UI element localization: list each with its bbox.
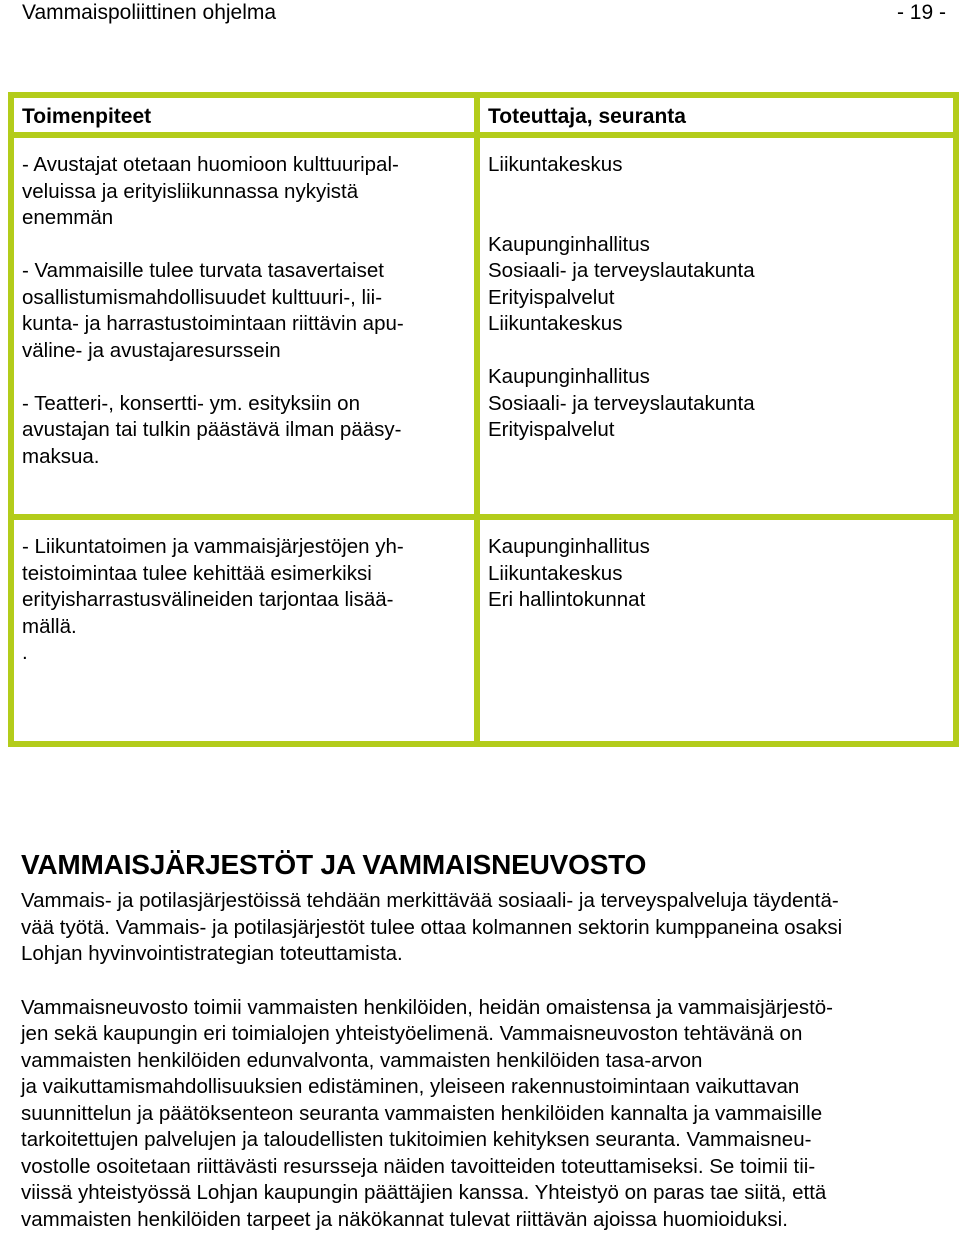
paragraph-line: viissä yhteistyössä Lohjan kaupungin päättäjien kanssa. Yhteistyö on paras tae siitä, että: [21, 1181, 827, 1204]
cell-text-line: Erityispalvelut: [488, 285, 615, 309]
table-row: [11, 517, 956, 744]
cell-text-line: Liikuntakeskus: [488, 153, 623, 176]
paragraph: [21, 995, 951, 1234]
responsible-cell: [477, 517, 956, 744]
cell-text-line: - Avustajat otetaan huomioon kulttuuripal-: [22, 153, 399, 176]
cell-text-line: maksua.: [22, 444, 100, 468]
paragraph-line: vammaisten henkilöiden tarpeet ja näkökannat tulevat riittävän ajoissa huomioiduksi.: [21, 1207, 788, 1231]
cell-text-line: Eri hallintokunnat: [488, 588, 646, 611]
paragraph-line: tarkoitettujen palvelujen ja taloudellisten tukitoimien kehityksen seuranta. Vammaisneu-: [21, 1128, 812, 1151]
paragraph-line: vammaisten henkilöiden edunvalvonta, vammaisten henkilöiden tasa-arvon: [21, 1048, 703, 1072]
cell-text-line: Liikuntakeskus: [488, 312, 623, 335]
paragraph-line: Lohjan hyvinvointistrategian toteuttamista.: [21, 942, 403, 965]
cell-text-line: osallistumismahdollisuudet kulttuuri-, lii-: [22, 285, 383, 309]
cell-text-line: Liikuntakeskus: [488, 561, 623, 585]
column-header-responsible: Toteuttaja, seuranta: [477, 95, 956, 135]
block-gap: [488, 179, 945, 206]
column-header-measures: Toimenpiteet: [11, 95, 477, 135]
cell-text-line: Erityispalvelut: [488, 418, 615, 441]
cell-text-line: teistoimintaa tulee kehittää esimerkiksi: [22, 561, 372, 585]
section-heading: VAMMAISJÄRJESTÖT JA VAMMAISNEUVOSTO: [21, 849, 647, 880]
cell-text-line: - Liikuntatoimen ja vammaisjärjestöjen yh-: [22, 535, 404, 558]
measures-cell: [11, 517, 477, 744]
paragraph-line: suunnittelun ja päätöksenteon seuranta vammaisten henkilöiden kannalta ja vammaisille: [21, 1101, 823, 1125]
cell-text-line: Sosiaali- ja terveyslautakunta: [488, 391, 755, 415]
block-gap: [22, 364, 466, 391]
paragraph-line: vostolle osoitetaan riittävästi resursseja näiden tavoitteiden toteuttamiseksi. Se toimii tii-: [21, 1154, 816, 1178]
table-header-row: [11, 95, 956, 135]
paragraph-line: vää työtä. Vammais- ja potilasjärjestöt tulee ottaa kolmannen sektorin kumppaneina osaksi: [21, 915, 843, 939]
cell-text-line: avustajan tai tulkin päästävä ilman pääsy-: [22, 418, 402, 441]
cell-text-line: Kaupunginhallitus: [488, 232, 650, 256]
cell-text-line: .: [22, 641, 28, 664]
paragraph-line: Vammaisneuvosto toimii vammaisten henkilöiden, heidän omaistensa ja vammaisjärjestö-: [21, 995, 834, 1019]
section-body: [21, 888, 951, 1260]
cell-text-line: kunta- ja harrastustoimintaan riittävin apu-: [22, 312, 404, 335]
cell-text-line: väline- ja avustajaresurssein: [22, 338, 281, 362]
cell-text-line: Kaupunginhallitus: [488, 535, 650, 558]
table-row: [11, 135, 956, 517]
responsible-cell: [477, 135, 956, 517]
cell-text-line: [488, 205, 945, 232]
cell-text-line: erityisharrastusvälineiden tarjontaa lisää-: [22, 588, 394, 611]
page-number: - 19 -: [896, 1, 946, 24]
measures-cell: [11, 135, 477, 517]
block-gap: [488, 338, 945, 365]
cell-text-line: Kaupunginhallitus: [488, 365, 650, 388]
cell-text-line: Sosiaali- ja terveyslautakunta: [488, 259, 755, 282]
cell-text-line: - Teatteri-, konsertti- ym. esityksiin on: [22, 391, 360, 415]
paragraph-line: jen sekä kaupungin eri toimialojen yhteistyöelimenä. Vammaisneuvoston tehtävänä on: [21, 1022, 803, 1045]
cell-text-line: enemmän: [22, 206, 114, 229]
cell-text-line: - Vammaisille tulee turvata tasavertaiset: [22, 259, 384, 282]
cell-text-line: veluissa ja erityisliikunnassa nykyistä: [22, 179, 359, 203]
block-gap: [22, 232, 466, 259]
cell-text-line: mällä.: [22, 614, 77, 638]
document-title: Vammaispoliittinen ohjelma: [22, 1, 277, 24]
paragraph-line: Vammais- ja potilasjärjestöissä tehdään merkittävää sosiaali- ja terveyspalveluja täydentä-: [21, 889, 839, 912]
paragraph: [21, 888, 951, 968]
paragraph-line: ja vaikuttamismahdollisuuksien edistäminen, yleiseen rakennustoimintaan vaikuttavan: [21, 1075, 800, 1098]
measures-table: [8, 92, 959, 747]
